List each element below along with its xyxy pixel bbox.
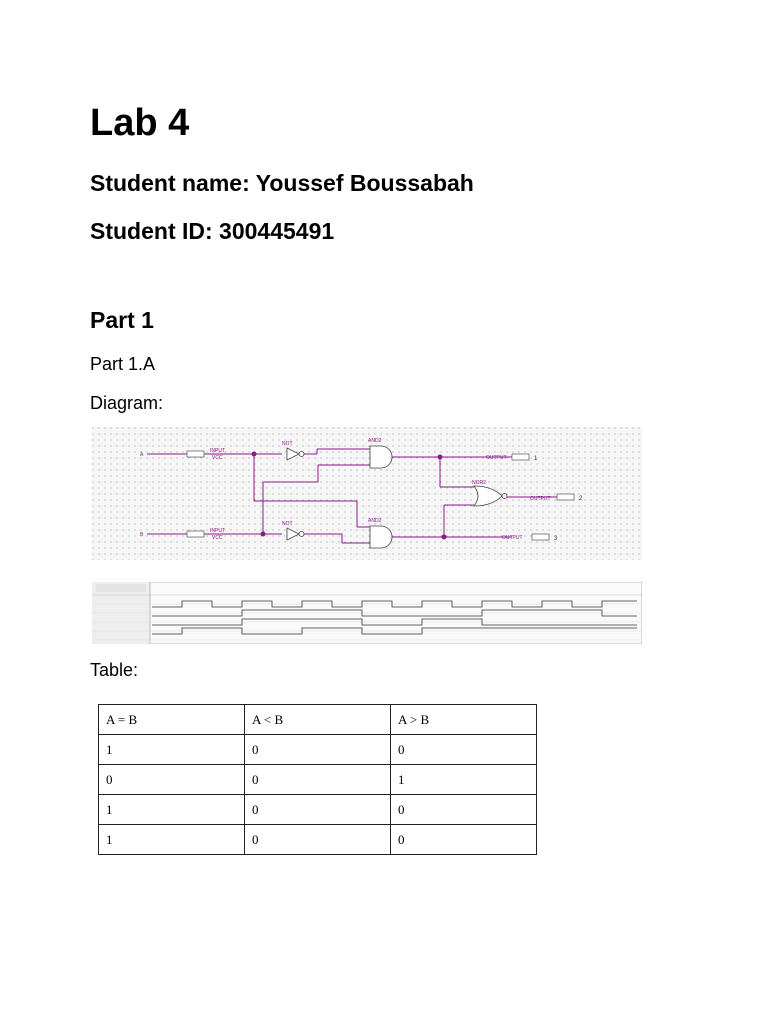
- truth-table: [98, 704, 537, 855]
- table-cell: 1: [391, 765, 537, 795]
- output-3-number: 3: [554, 536, 558, 542]
- table-cell: 1: [99, 825, 245, 855]
- student-name: Student name: Youssef Boussabah: [90, 170, 474, 196]
- input-pin-a: [187, 451, 204, 457]
- table-header-row: [99, 705, 537, 735]
- table-row: [99, 795, 537, 825]
- nor-gate-tag: NOR2: [472, 480, 486, 486]
- section-heading-part-1: Part 1: [90, 307, 154, 333]
- nor-gate-bubble: [502, 494, 507, 499]
- input-b-tag: INPUT: [210, 528, 225, 534]
- and-gate-bottom-tag: AND2: [368, 518, 382, 524]
- table-row: [99, 765, 537, 795]
- table-header-cell: A > B: [391, 705, 537, 735]
- table-cell: 0: [391, 825, 537, 855]
- output-2-tag: OUTPUT: [530, 496, 551, 502]
- output-2-number: 2: [579, 496, 583, 502]
- table-cell: 0: [391, 735, 537, 765]
- table-cell: 0: [99, 765, 245, 795]
- input-pin-b: [187, 531, 204, 537]
- subsection-heading-part-1a: Part 1.A: [90, 354, 156, 374]
- and-gate-top: [370, 446, 392, 468]
- and-gate-top-tag: AND2: [368, 438, 382, 444]
- table-cell: 1: [99, 795, 245, 825]
- waveform-header-marks: [96, 584, 146, 592]
- table-row: [99, 735, 537, 765]
- table-row: [99, 825, 537, 855]
- table-cell: 1: [99, 735, 245, 765]
- simulation-waveform: [92, 582, 642, 644]
- table-cell: 0: [245, 795, 391, 825]
- input-b-label: B: [140, 532, 144, 538]
- page-title: Lab 4: [90, 102, 190, 144]
- not-gate-b-tag: NOT: [282, 521, 293, 527]
- output-pin-3: [532, 534, 549, 540]
- output-pin-1: [512, 454, 529, 460]
- output-pin-2: [557, 494, 574, 500]
- table-label: Table:: [90, 660, 139, 680]
- schematic-grid: [92, 427, 642, 560]
- student-id: Student ID: 300445491: [90, 218, 335, 244]
- not-gate-b-bubble: [299, 532, 304, 537]
- input-b-vcc: VCC: [212, 535, 223, 541]
- circuit-schematic: [92, 427, 642, 560]
- not-gate-a-bubble: [299, 452, 304, 457]
- output-1-tag: OUTPUT: [486, 455, 507, 461]
- table-header-cell: A = B: [99, 705, 245, 735]
- table-cell: 0: [245, 825, 391, 855]
- input-a-vcc: VCC: [212, 455, 223, 461]
- output-1-number: 1: [534, 456, 538, 462]
- input-a-tag: INPUT: [210, 448, 225, 454]
- table-header-cell: A < B: [245, 705, 391, 735]
- table-cell: 0: [245, 765, 391, 795]
- table-cell: 0: [391, 795, 537, 825]
- diagram-label: Diagram:: [90, 393, 164, 413]
- not-gate-a-tag: NOT: [282, 441, 293, 447]
- input-a-label: A: [140, 452, 144, 458]
- and-gate-bottom: [370, 526, 392, 548]
- output-3-tag: OUTPUT: [502, 535, 523, 541]
- table-cell: 0: [245, 735, 391, 765]
